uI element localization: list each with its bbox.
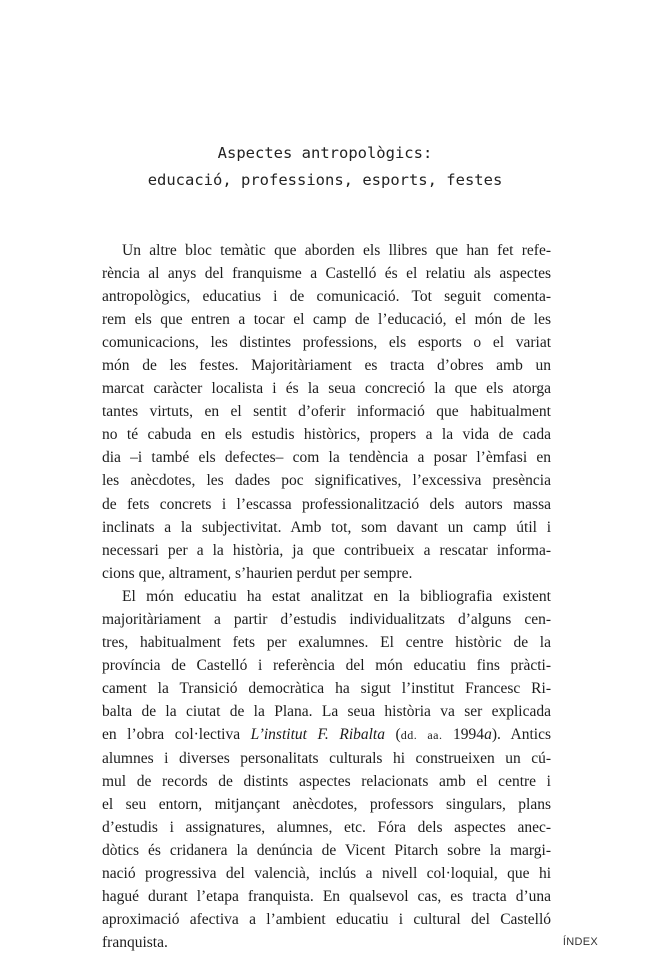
paragraph-2 (102, 585, 551, 955)
chapter-title-line-1: Aspectes antropològics: (217, 144, 433, 162)
text-line: El món educatiu ha estat analitzat en la bibliografia existent (122, 587, 551, 605)
text-line: mul de records de distints aspectes relacionats amb el centre i (102, 773, 551, 791)
citation-year: 1994 (442, 725, 485, 743)
chapter-title-line-2: educació, professions, esports, festes (147, 171, 503, 189)
citation-open: ( (384, 725, 401, 743)
text-line: les anècdotes, les dades poc significatives, l’excessiva presència (102, 472, 551, 490)
text-line: dia –i també els defectes– com la tendència a posar l’èmfasi en (102, 449, 551, 467)
text-line: Un altre bloc temàtic que aborden els llibres que han fet refe- (122, 242, 551, 259)
citation-suffix: ). Antics (491, 725, 551, 743)
text-line: tres, habitualment fets per exalumnes. El centre històric de la (102, 633, 551, 651)
text-line: d’estudis i assignatures, alumnes, etc. Fóra dels aspectes anec- (102, 819, 551, 837)
text-line: el seu entorn, mitjançant anècdotes, professors singulars, plans (102, 796, 551, 814)
citation-year-suffix: a (484, 725, 492, 743)
text-line: tantes virtuts, en el sentit d’oferir informació que habitualment (102, 403, 551, 421)
text-line: necessari per a la història, ja que contribueix a rescatar informa- (102, 541, 551, 559)
cited-work-title: L’institut F. Ribalta (250, 725, 385, 743)
paragraph-1 (102, 239, 551, 585)
chapter-title (60, 140, 590, 194)
text-line: aproximació afectiva a l’ambient educatiu i cultural del Castelló (102, 911, 551, 929)
text-line: no té cabuda en els estudis històrics, propers a la vida de cada (102, 426, 551, 444)
text-line: hagué durant l’etapa franquista. En qualsevol cas, es tracta d’una (102, 888, 551, 906)
body-text (102, 239, 551, 954)
text-line: majoritàriament a partir d’estudis individualitzats d’alguns cen- (102, 610, 551, 628)
citation-authors: dd. aa. (400, 727, 443, 742)
text-line: món de les festes. Majoritàriament es tracta d’obres amb un (102, 357, 551, 375)
index-link[interactable]: ÍNDEX (562, 936, 598, 948)
text-line: dòtics és cridanera la denúncia de Vicent Pitarch sobre la margi- (102, 842, 551, 860)
text-line: antropològics, educatius i de comunicació. Tot seguit comenta- (102, 288, 551, 306)
text-line: alumnes i diverses personalitats culturals hi construeixen un cú- (102, 750, 551, 768)
text-line: balta de la ciutat de la Plana. La seua història va ser explicada (102, 702, 551, 720)
text-line: franquista. (102, 934, 168, 952)
text-line: cions que, altrament, s’haurien perdut per sempre. (102, 564, 413, 582)
text-line: inclinats a la subjectivitat. Amb tot, som davant un camp útil i (102, 518, 551, 536)
text-line: marcat caràcter localista i és la seua concreció la que els atorga (102, 380, 551, 398)
text-line: província de Castelló i referència del món educatiu fins pràcti- (102, 656, 551, 674)
citation-line (102, 723, 551, 747)
citation-prefix: en l’obra col·lectiva (102, 725, 251, 743)
text-line: rem els que entren a tocar el camp de l’educació, el món de les (102, 311, 551, 329)
text-line: comunicacions, les distintes professions, els esports o el variat (102, 334, 551, 352)
text-line: cament la Transició democràtica ha sigut l’institut Francesc Ri- (102, 679, 551, 697)
text-line: nació progressiva del valencià, inclús a nivell col·loquial, que hi (102, 865, 551, 883)
text-line: de fets concrets i l’escassa professionalització dels autors massa (102, 495, 551, 513)
text-line: rència al anys del franquisme a Castelló és el relatiu als aspectes (102, 265, 551, 283)
